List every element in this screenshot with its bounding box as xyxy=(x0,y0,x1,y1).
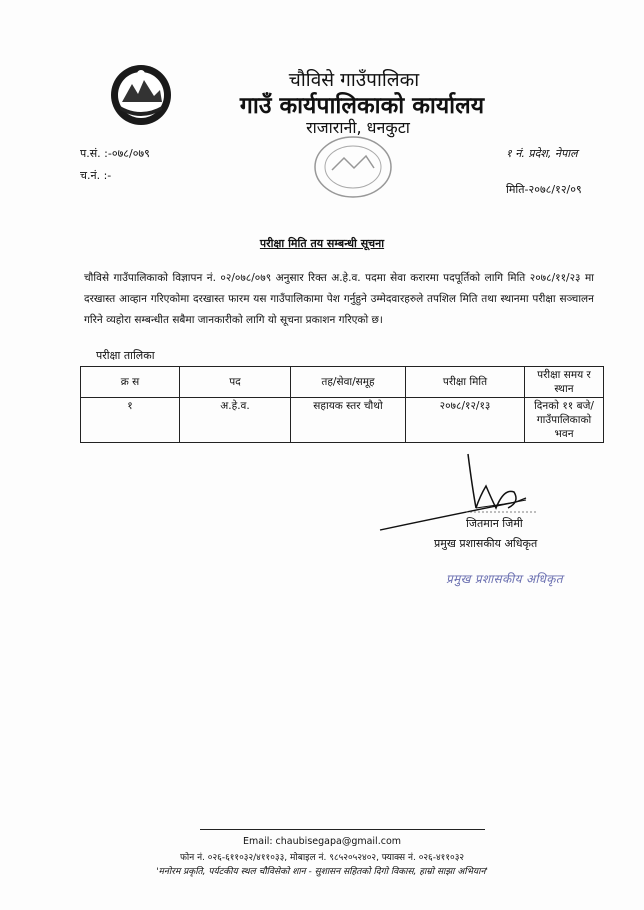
reference-number: प.सं. :-०७८/०७९ xyxy=(80,147,150,160)
footer-slogan: 'मनोरम प्रकृति, पर्यटकीय स्थल चौविसेको शान - सुशासन सहितको दिगो विकास, हाम्रो साझा अभियान' xyxy=(156,867,488,877)
col-header-post: पद xyxy=(180,367,291,398)
exam-table-label: परीक्षा तालिका xyxy=(96,349,155,362)
col-header-serial: क्र स xyxy=(81,367,180,398)
signatory-stamp: प्रमुख प्रशासकीय अधिकृत xyxy=(446,572,563,586)
cell-exam-date: २०७८/१२/१३ xyxy=(406,398,525,443)
notice-body: चौविसे गाउँपालिकाको विज्ञापन नं. ०२/०७८/०७९ अनुसार रिक्त अ.हे.व. पदमा सेवा करारमा पदपूर्तिको लागि मिति २०७८/११/२३ मा दरखास्त आव्हान गरिएकोमा दरखास्त फारम यस गाउँपालिकामा पेश गर्नुहुने उम्मेदवारहरुले तपशिल मिति तथा स्थानमा परीक्षा सञ्चालन गरिने व्यहोरा सम्बन्धीत सबैमा जानकारीको लागि यो सूचना प्रकाशन गरिएको छ। xyxy=(84,272,594,326)
footer-email: Email: chaubisegapa@gmail.com xyxy=(242,836,402,847)
province-label: १ नं. प्रदेश, नेपाल xyxy=(506,147,578,160)
municipality-name: चौविसे गाउँपालिका xyxy=(288,69,420,91)
office-address: राजारानी, धनकुटा xyxy=(306,118,410,137)
signatory-title: प्रमुख प्रशासकीय अधिकृत xyxy=(434,537,538,550)
exam-schedule-table xyxy=(80,366,604,443)
table-header-row xyxy=(81,367,604,398)
office-name: गाउँ कार्यपालिकाको कार्यालय xyxy=(239,93,485,119)
cell-post: अ.हे.व. xyxy=(180,398,291,443)
notice-subject: परीक्षा मिति तय सम्बन्धी सूचना xyxy=(259,237,385,250)
footer-contact: फोन नं. ०२६-६११०३२/४११०३३, मोबाइल नं. ९८५२०५२४०२, फ्याक्स नं. ०२६-४११०३२ xyxy=(179,853,465,863)
col-header-level: तह/सेवा/समूह xyxy=(291,367,406,398)
cell-time-venue: दिनको ११ बजे/ गाउँपालिकाको भवन xyxy=(525,398,604,443)
footer-divider xyxy=(200,829,485,830)
col-header-time-venue: परीक्षा समय र स्थान xyxy=(525,367,604,398)
table-row xyxy=(81,398,604,443)
dispatch-number: च.नं. :- xyxy=(80,169,112,182)
office-seal-stamp xyxy=(310,132,396,202)
col-header-exam-date: परीक्षा मिति xyxy=(406,367,525,398)
notice-date: मिति-२०७८/१२/०९ xyxy=(506,183,582,196)
cell-level: सहायक स्तर चौथो xyxy=(291,398,406,443)
signatory-name: जितमान जिमी xyxy=(466,517,523,530)
cell-serial: १ xyxy=(81,398,180,443)
